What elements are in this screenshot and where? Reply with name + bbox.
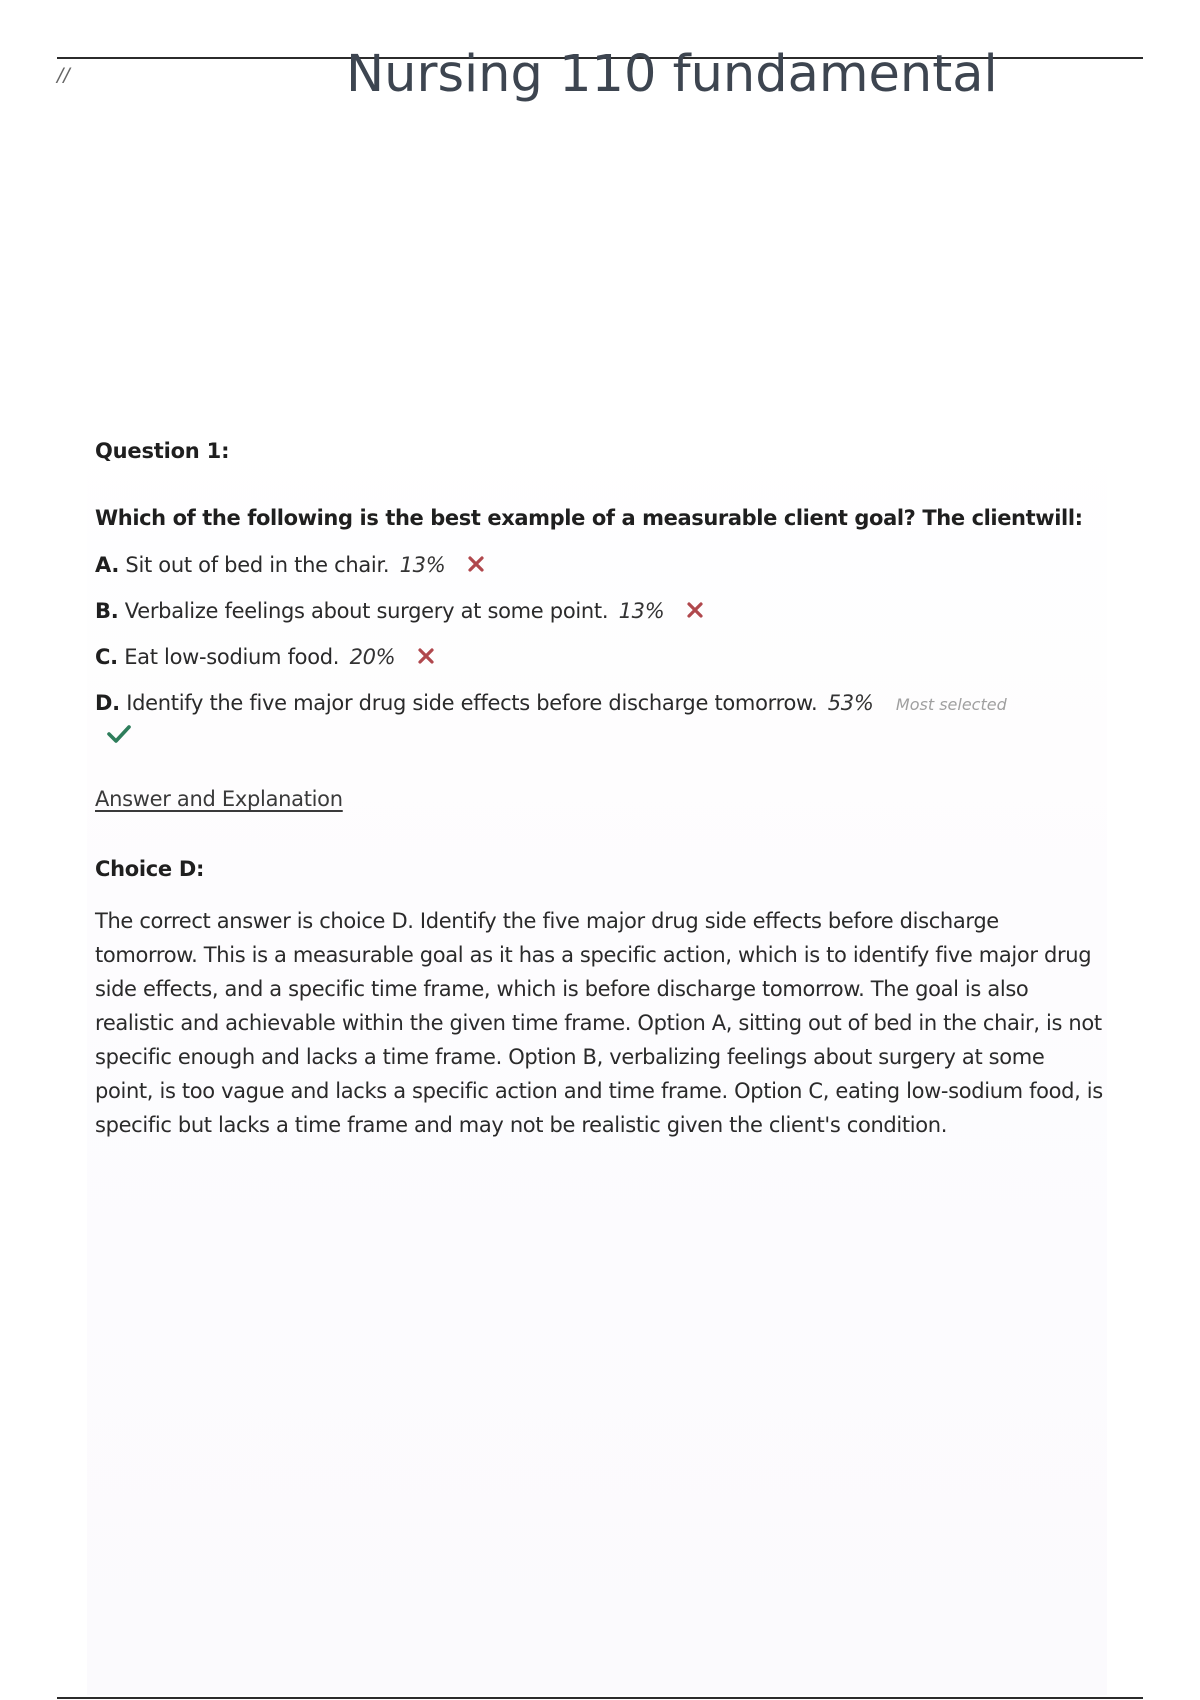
check-icon	[105, 722, 133, 746]
option-percent: 13%	[618, 599, 665, 623]
option-b[interactable]	[95, 596, 1105, 626]
bottom-rule	[57, 1697, 1143, 1699]
option-text: Eat low-sodium food.	[124, 645, 340, 669]
option-letter: D.	[95, 691, 120, 715]
question-heading: Question 1:	[95, 439, 230, 463]
question-card	[95, 436, 1105, 1142]
choice-heading: Choice D:	[95, 857, 205, 881]
correct-indicator	[95, 722, 1105, 752]
answer-explanation-link[interactable]: Answer and Explanation	[95, 787, 343, 811]
document-title: Nursing 110 fundamental	[346, 45, 998, 104]
x-icon	[466, 554, 486, 574]
x-icon	[685, 600, 705, 620]
option-c[interactable]	[95, 642, 1105, 672]
page-marker: //	[57, 64, 70, 86]
most-selected-badge: Most selected	[895, 695, 1007, 714]
option-a[interactable]	[95, 550, 1105, 580]
option-letter: B.	[95, 599, 119, 623]
option-percent: 20%	[349, 645, 396, 669]
option-text: Verbalize feelings about surgery at some point.	[124, 599, 609, 623]
explanation-text: The correct answer is choice D. Identify the five major drug side effects before discharge tomorrow. This is a measurable goal as it has a specific action, which is to identify five major drug side effects, and a specific time frame, which is before discharge tomorrow. The goal is also realistic and achievable within the given time frame. Option A, sitting out of bed in the chair, is not specific enough and lacks a time frame. Option B, verbalizing feelings about surgery at some point, is too vague and lacks a specific action and time frame. Option C, eating low-sodium food, is specific but lacks a time frame and may not be realistic given the client's condition.	[95, 909, 1103, 1137]
option-percent: 13%	[399, 553, 446, 577]
answer-options	[95, 550, 1105, 720]
option-letter: C.	[95, 645, 118, 669]
option-text: Identify the five major drug side effects before discharge tomorrow.	[126, 691, 818, 715]
question-text: Which of the following is the best example of a measurable client goal? The clientwill:	[95, 506, 1083, 530]
option-letter: A.	[95, 553, 120, 577]
option-text: Sit out of bed in the chair.	[125, 553, 390, 577]
x-icon	[416, 646, 436, 666]
option-d[interactable]	[95, 688, 1105, 720]
option-percent: 53%	[827, 691, 874, 715]
